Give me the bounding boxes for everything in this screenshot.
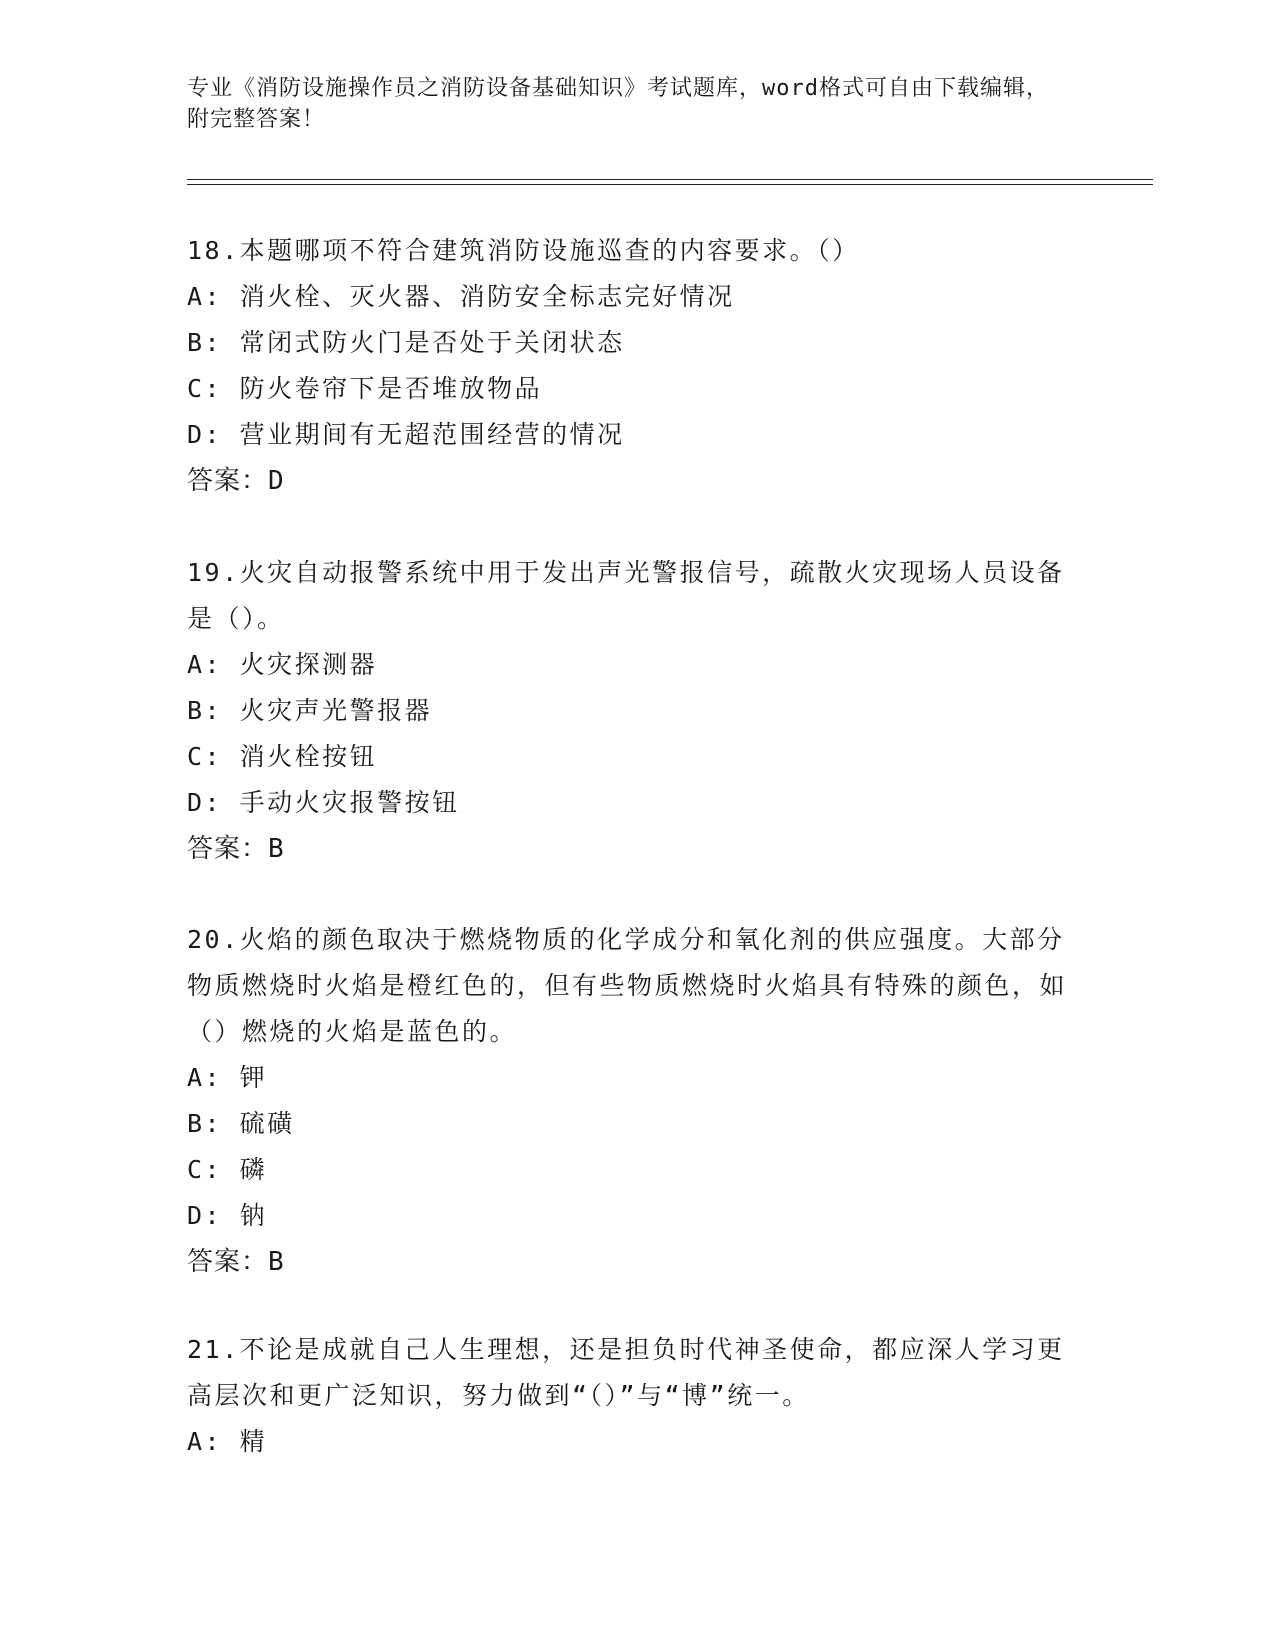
question-stem: 19.火灾自动报警系统中用于发出声光警报信号，疏散火灾现场人员设备是（）。 — [187, 558, 1065, 633]
question-stem: 18.本题哪项不符合建筑消防设施巡查的内容要求。（） — [187, 236, 860, 265]
option-c — [187, 1147, 1077, 1193]
option-a — [187, 1055, 1077, 1101]
header-divider-top — [187, 179, 1153, 180]
option-text: 常闭式防火门是否处于关闭状态 — [239, 328, 625, 357]
header-text: 专业《消防设施操作员之消防设备基础知识》考试题库，word格式可自由下载编辑，附完整答案！ — [187, 76, 1049, 132]
option-letter: D: — [187, 420, 223, 449]
option-d — [187, 1193, 1077, 1239]
document-header — [187, 73, 1067, 135]
option-a — [187, 274, 1077, 320]
header-divider-bottom — [187, 184, 1153, 185]
question-18 — [187, 228, 1077, 504]
option-letter: B: — [187, 696, 223, 725]
option-letter: C: — [187, 374, 223, 403]
option-text: 精 — [239, 1427, 268, 1456]
option-letter: C: — [187, 1155, 223, 1184]
question-19 — [187, 550, 1077, 872]
option-text: 火灾声光警报器 — [239, 696, 433, 725]
question-stem: 21.不论是成就自己人生理想，还是担负时代神圣使命，都应深人学习更高层次和更广泛知识，努力做到“（）”与“博”统一。 — [187, 1335, 1065, 1410]
answer: 答案：B — [187, 1247, 285, 1277]
question-20 — [187, 917, 1077, 1285]
option-letter: A: — [187, 650, 223, 679]
option-text: 防火卷帘下是否堆放物品 — [239, 374, 543, 403]
option-text: 硫磺 — [239, 1109, 295, 1138]
option-letter: D: — [187, 788, 223, 817]
option-text: 钠 — [239, 1201, 268, 1230]
option-d — [187, 780, 1077, 826]
option-a — [187, 642, 1077, 688]
option-letter: A: — [187, 282, 223, 311]
option-text: 营业期间有无超范围经营的情况 — [239, 420, 625, 449]
option-text: 手动火灾报警按钮 — [239, 788, 460, 817]
option-letter: B: — [187, 328, 223, 357]
option-text: 消火栓、灭火器、消防安全标志完好情况 — [239, 282, 735, 311]
option-letter: A: — [187, 1063, 223, 1092]
option-d — [187, 412, 1077, 458]
option-c — [187, 734, 1077, 780]
option-letter: B: — [187, 1109, 223, 1138]
option-text: 磷 — [239, 1155, 268, 1184]
option-b — [187, 1101, 1077, 1147]
option-c — [187, 366, 1077, 412]
option-b — [187, 320, 1077, 366]
answer: 答案：D — [187, 466, 285, 496]
question-stem: 20.火焰的颜色取决于燃烧物质的化学成分和氧化剂的供应强度。大部分物质燃烧时火焰是橙红色的，但有些物质燃烧时火焰具有特殊的颜色，如（）燃烧的火焰是蓝色的。 — [187, 925, 1068, 1046]
option-a — [187, 1419, 1077, 1465]
option-text: 钾 — [239, 1063, 268, 1092]
option-letter: C: — [187, 742, 223, 771]
option-text: 消火栓按钮 — [239, 742, 378, 771]
option-letter: D: — [187, 1201, 223, 1230]
option-letter: A: — [187, 1427, 223, 1456]
option-b — [187, 688, 1077, 734]
option-text: 火灾探测器 — [239, 650, 378, 679]
answer: 答案：B — [187, 834, 285, 864]
question-21 — [187, 1327, 1077, 1465]
